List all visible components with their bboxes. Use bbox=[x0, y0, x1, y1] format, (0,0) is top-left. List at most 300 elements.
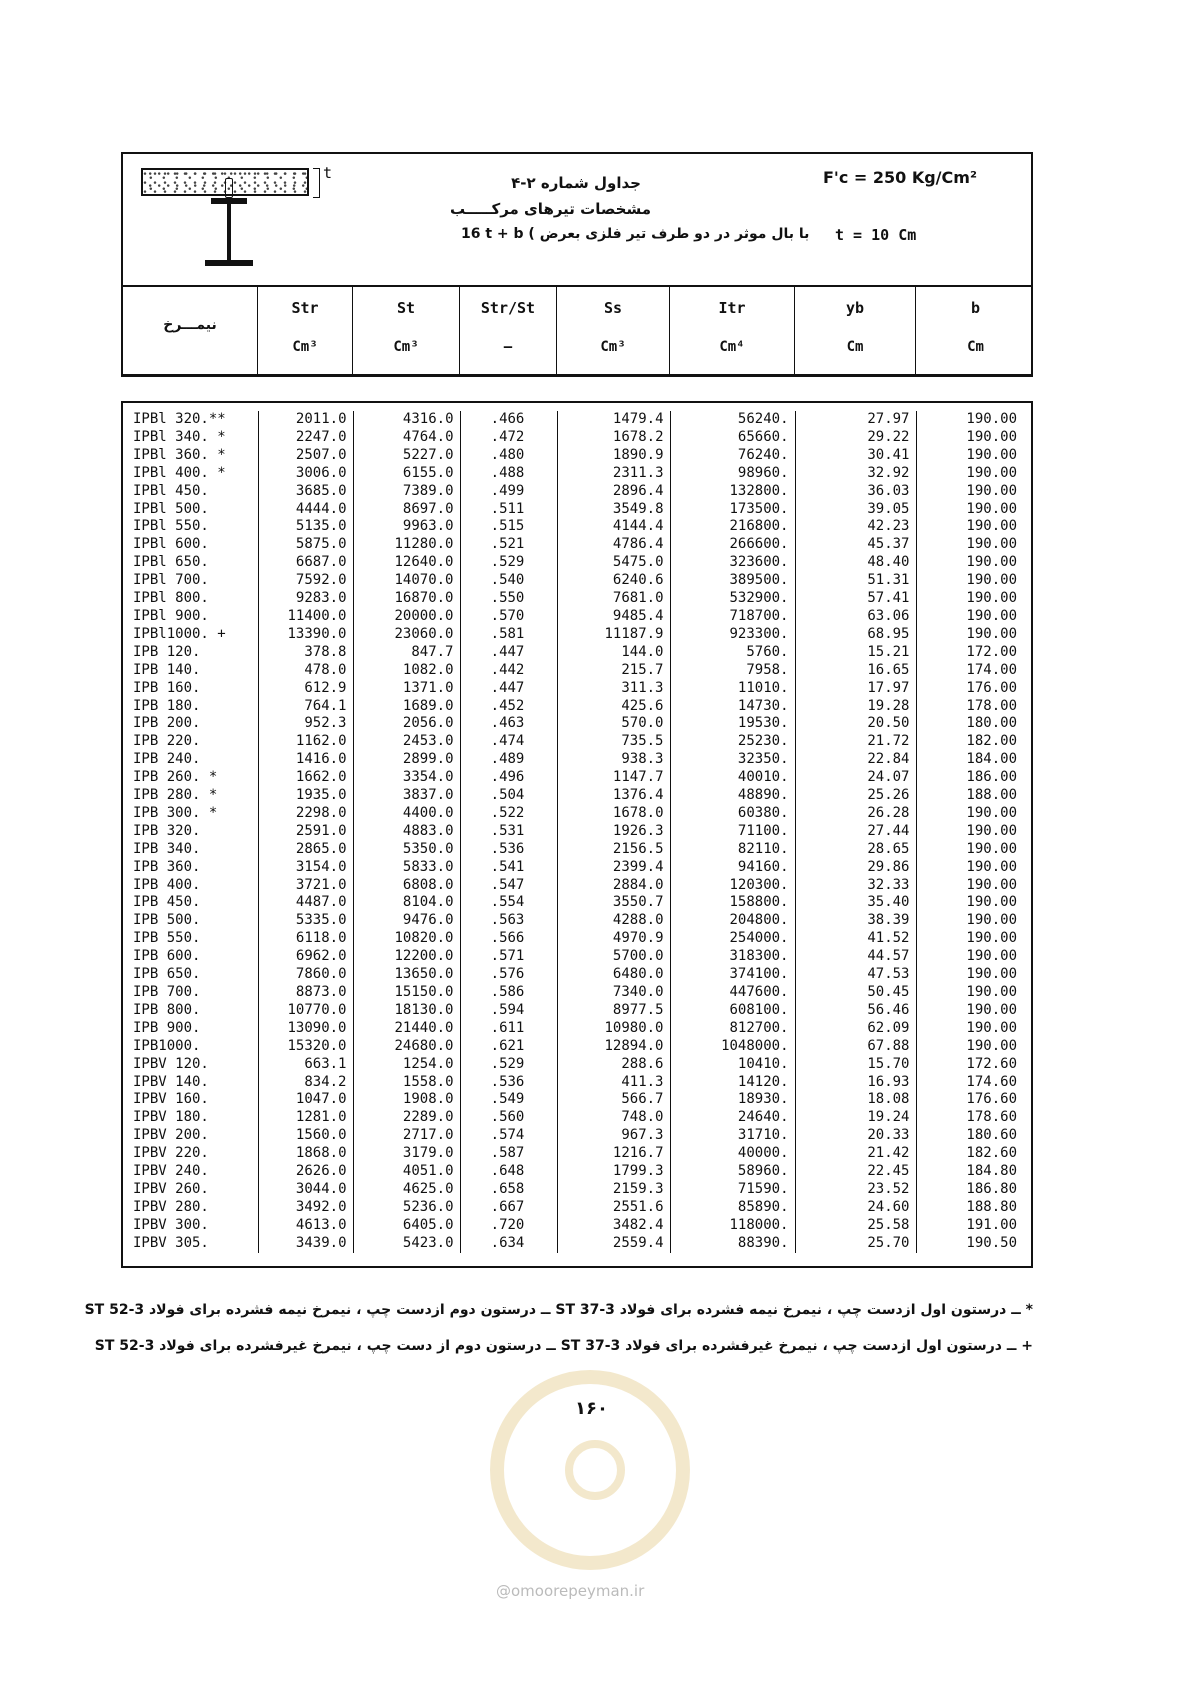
value-cell: 23060.0 bbox=[353, 626, 460, 644]
value-cell: 6687.0 bbox=[258, 554, 353, 572]
value-cell: 7681.0 bbox=[557, 590, 670, 608]
value-cell: 411.3 bbox=[557, 1074, 670, 1092]
column-unit: Cm bbox=[846, 339, 864, 355]
composite-beam-figure bbox=[141, 164, 331, 274]
column-header-7 bbox=[916, 287, 1035, 375]
value-cell: 25.58 bbox=[795, 1217, 916, 1235]
value-cell: 27.97 bbox=[795, 411, 916, 429]
value-cell: 1048000. bbox=[670, 1038, 795, 1056]
value-cell: 1416.0 bbox=[258, 751, 353, 769]
value-cell: 1868.0 bbox=[258, 1145, 353, 1163]
value-cell: 1479.4 bbox=[557, 411, 670, 429]
value-cell: 3685.0 bbox=[258, 483, 353, 501]
value-cell: 12200.0 bbox=[353, 948, 460, 966]
value-cell: 190.00 bbox=[966, 482, 1017, 499]
value-cell: .554 bbox=[460, 894, 557, 912]
value-cell: 24.07 bbox=[795, 769, 916, 787]
value-cell: 158800. bbox=[670, 894, 795, 912]
value-cell: 25230. bbox=[670, 733, 795, 751]
value-cell: .549 bbox=[460, 1091, 557, 1109]
value-cell: 4883.0 bbox=[353, 823, 460, 841]
profile-cell: IPBl 450. bbox=[123, 483, 258, 501]
value-cell: 1689.0 bbox=[353, 698, 460, 716]
column-symbol: b bbox=[970, 299, 981, 317]
profile-cell: IPB1000. bbox=[123, 1038, 258, 1056]
value-cell: 8873.0 bbox=[258, 984, 353, 1002]
footnote-semi-compact: * ــ درستون اول ازدست چپ ، نیمرخ نیمه فشرده برای فولاد ST 37-3 ــ درستون دوم ازدست چپ ، نیمرخ نیمه فشرده برای فولاد ST 52-3 bbox=[84, 1302, 1033, 1318]
value-cell: 190.00 bbox=[966, 554, 1017, 571]
value-cell: 23.52 bbox=[795, 1181, 916, 1199]
value-cell: 9283.0 bbox=[258, 590, 353, 608]
watermark-seal-center bbox=[565, 1440, 625, 1500]
profile-cell: IPBl 550. bbox=[123, 518, 258, 536]
value-cell: 178.60 bbox=[966, 1109, 1017, 1126]
profile-cell: IPB 200. bbox=[123, 715, 258, 733]
value-cell: 204800. bbox=[670, 912, 795, 930]
value-cell: 40000. bbox=[670, 1145, 795, 1163]
value-cell: 834.2 bbox=[258, 1074, 353, 1092]
value-cell: 1678.2 bbox=[557, 429, 670, 447]
value-cell: 4764.0 bbox=[353, 429, 460, 447]
value-cell: 735.5 bbox=[557, 733, 670, 751]
value-cell: 173500. bbox=[670, 501, 795, 519]
value-cell: 39.05 bbox=[795, 501, 916, 519]
value-cell: 566.7 bbox=[557, 1091, 670, 1109]
value-cell: 56.46 bbox=[795, 1002, 916, 1020]
value-cell: 190.00 bbox=[966, 840, 1017, 857]
value-cell: 184.00 bbox=[966, 751, 1017, 768]
value-cell: 24.60 bbox=[795, 1199, 916, 1217]
column-symbol: Ss bbox=[603, 299, 623, 317]
value-cell: 4487.0 bbox=[258, 894, 353, 912]
value-cell: .511 bbox=[460, 501, 557, 519]
value-cell: 118000. bbox=[670, 1217, 795, 1235]
value-cell: 25.26 bbox=[795, 787, 916, 805]
table-row bbox=[123, 1074, 1031, 1092]
column-symbol: Str/St bbox=[480, 299, 536, 317]
value-cell: 18130.0 bbox=[353, 1002, 460, 1020]
value-cell: 2453.0 bbox=[353, 733, 460, 751]
value-cell: 5700.0 bbox=[557, 948, 670, 966]
table-row bbox=[123, 948, 1031, 966]
watermark-site: @omoorepeyman.ir bbox=[496, 1582, 645, 1600]
value-cell: 190.00 bbox=[966, 984, 1017, 1000]
value-cell: 188.80 bbox=[966, 1198, 1017, 1215]
value-cell: 48890. bbox=[670, 787, 795, 805]
value-cell: 41.52 bbox=[795, 930, 916, 948]
value-cell: 9485.4 bbox=[557, 608, 670, 626]
value-cell: 2289.0 bbox=[353, 1109, 460, 1127]
value-cell: 847.7 bbox=[353, 644, 460, 662]
table-row bbox=[123, 805, 1031, 823]
value-cell: 58960. bbox=[670, 1163, 795, 1181]
value-cell: 32.92 bbox=[795, 465, 916, 483]
value-cell: 7958. bbox=[670, 662, 795, 680]
profile-cell: IPB 360. bbox=[123, 859, 258, 877]
value-cell: 14730. bbox=[670, 698, 795, 716]
value-cell: .576 bbox=[460, 966, 557, 984]
value-cell: 288.6 bbox=[557, 1056, 670, 1074]
value-cell: .531 bbox=[460, 823, 557, 841]
table-row bbox=[123, 1163, 1031, 1181]
value-cell: 1216.7 bbox=[557, 1145, 670, 1163]
value-cell: 14120. bbox=[670, 1074, 795, 1092]
value-cell: 22.84 bbox=[795, 751, 916, 769]
value-cell: 532900. bbox=[670, 590, 795, 608]
column-symbol: yb bbox=[845, 299, 865, 317]
value-cell: 190.00 bbox=[966, 518, 1017, 535]
value-cell: 1558.0 bbox=[353, 1074, 460, 1092]
value-cell: 8977.5 bbox=[557, 1002, 670, 1020]
value-cell: 71100. bbox=[670, 823, 795, 841]
value-cell: 2156.5 bbox=[557, 841, 670, 859]
value-cell: 15320.0 bbox=[258, 1038, 353, 1056]
value-cell: 190.00 bbox=[966, 822, 1017, 839]
profile-cell: IPBV 240. bbox=[123, 1163, 258, 1181]
value-cell: 24680.0 bbox=[353, 1038, 460, 1056]
table-row bbox=[123, 518, 1031, 536]
value-cell: .442 bbox=[460, 662, 557, 680]
profile-cell: IPBV 300. bbox=[123, 1217, 258, 1235]
value-cell: .587 bbox=[460, 1145, 557, 1163]
value-cell: .560 bbox=[460, 1109, 557, 1127]
value-cell: .566 bbox=[460, 930, 557, 948]
value-cell: 31710. bbox=[670, 1127, 795, 1145]
profile-cell: IPB 650. bbox=[123, 966, 258, 984]
value-cell: .447 bbox=[460, 644, 557, 662]
value-cell: 42.23 bbox=[795, 518, 916, 536]
value-cell: 2159.3 bbox=[557, 1181, 670, 1199]
value-cell: .658 bbox=[460, 1181, 557, 1199]
value-cell: 952.3 bbox=[258, 715, 353, 733]
table-row bbox=[123, 608, 1031, 626]
value-cell: 174.60 bbox=[966, 1073, 1017, 1090]
value-cell: 190.00 bbox=[966, 948, 1017, 965]
value-cell: 4786.4 bbox=[557, 536, 670, 554]
value-cell: 254000. bbox=[670, 930, 795, 948]
value-cell: .489 bbox=[460, 751, 557, 769]
web-shape bbox=[227, 204, 231, 262]
value-cell: 2896.4 bbox=[557, 483, 670, 501]
thickness-dimension bbox=[313, 168, 320, 198]
value-cell: 16870.0 bbox=[353, 590, 460, 608]
table-row bbox=[123, 894, 1031, 912]
value-cell: 608100. bbox=[670, 1002, 795, 1020]
value-cell: 190.00 bbox=[966, 912, 1017, 929]
value-cell: .463 bbox=[460, 715, 557, 733]
value-cell: 29.22 bbox=[795, 429, 916, 447]
value-cell: .529 bbox=[460, 554, 557, 572]
table-row bbox=[123, 554, 1031, 572]
profile-cell: IPBl1000. + bbox=[123, 626, 258, 644]
profile-cell: IPB 180. bbox=[123, 698, 258, 716]
value-cell: 378.8 bbox=[258, 644, 353, 662]
profile-cell: IPB 600. bbox=[123, 948, 258, 966]
value-cell: 3439.0 bbox=[258, 1235, 353, 1253]
value-cell: 71590. bbox=[670, 1181, 795, 1199]
value-cell: 389500. bbox=[670, 572, 795, 590]
value-cell: 50.45 bbox=[795, 984, 916, 1002]
value-cell: 9963.0 bbox=[353, 518, 460, 536]
value-cell: 447600. bbox=[670, 984, 795, 1002]
value-cell: 186.00 bbox=[966, 769, 1017, 786]
value-cell: 190.00 bbox=[966, 858, 1017, 875]
profile-cell: IPBl 650. bbox=[123, 554, 258, 572]
value-cell: 3006.0 bbox=[258, 465, 353, 483]
value-cell: 612.9 bbox=[258, 680, 353, 698]
value-cell: 30.41 bbox=[795, 447, 916, 465]
table-subtitle: مشخصات تیرهای مرکـــــب bbox=[449, 200, 651, 218]
value-cell: .529 bbox=[460, 1056, 557, 1074]
value-cell: 2011.0 bbox=[258, 411, 353, 429]
value-cell: 60380. bbox=[670, 805, 795, 823]
value-cell: 2865.0 bbox=[258, 841, 353, 859]
value-cell: 1371.0 bbox=[353, 680, 460, 698]
value-cell: 5227.0 bbox=[353, 447, 460, 465]
value-cell: 1281.0 bbox=[258, 1109, 353, 1127]
table-row bbox=[123, 715, 1031, 733]
value-cell: 98960. bbox=[670, 465, 795, 483]
value-cell: 21440.0 bbox=[353, 1020, 460, 1038]
value-cell: 2884.0 bbox=[557, 877, 670, 895]
table-row bbox=[123, 841, 1031, 859]
column-header-4 bbox=[557, 287, 670, 375]
table-row bbox=[123, 769, 1031, 787]
value-cell: 4288.0 bbox=[557, 912, 670, 930]
value-cell: 2298.0 bbox=[258, 805, 353, 823]
table-row bbox=[123, 429, 1031, 447]
table-row bbox=[123, 787, 1031, 805]
value-cell: 19.24 bbox=[795, 1109, 916, 1127]
value-cell: .574 bbox=[460, 1127, 557, 1145]
value-cell: 2551.6 bbox=[557, 1199, 670, 1217]
value-cell: .515 bbox=[460, 518, 557, 536]
value-cell: .563 bbox=[460, 912, 557, 930]
value-cell: .496 bbox=[460, 769, 557, 787]
profile-cell: IPB 280. * bbox=[123, 787, 258, 805]
table-row bbox=[123, 966, 1031, 984]
column-header-5 bbox=[670, 287, 795, 375]
value-cell: 2559.4 bbox=[557, 1235, 670, 1253]
column-unit: Cm⁴ bbox=[719, 339, 745, 355]
profile-cell: IPB 140. bbox=[123, 662, 258, 680]
column-header-3 bbox=[460, 287, 557, 375]
profile-cell: IPB 260. * bbox=[123, 769, 258, 787]
value-cell: 144.0 bbox=[557, 644, 670, 662]
value-cell: 374100. bbox=[670, 966, 795, 984]
table-row bbox=[123, 1181, 1031, 1199]
value-cell: 4144.4 bbox=[557, 518, 670, 536]
value-cell: 32350. bbox=[670, 751, 795, 769]
value-cell: .447 bbox=[460, 680, 557, 698]
value-cell: 8104.0 bbox=[353, 894, 460, 912]
shear-stud-shape bbox=[225, 178, 233, 198]
column-unit: Cm³ bbox=[393, 339, 419, 355]
value-cell: 19.28 bbox=[795, 698, 916, 716]
profile-cell: IPB 500. bbox=[123, 912, 258, 930]
value-cell: 172.60 bbox=[966, 1055, 1017, 1072]
value-cell: 190.00 bbox=[966, 894, 1017, 911]
value-cell: 216800. bbox=[670, 518, 795, 536]
effective-width-note: 16 t + b ( با بال موثر در دو طرف تیر فلزی بعرض bbox=[461, 226, 810, 242]
value-cell: .634 bbox=[460, 1235, 557, 1253]
value-cell: 51.31 bbox=[795, 572, 916, 590]
profile-cell: IPB 400. bbox=[123, 877, 258, 895]
value-cell: 11400.0 bbox=[258, 608, 353, 626]
value-cell: 311.3 bbox=[557, 680, 670, 698]
profile-cell: IPB 220. bbox=[123, 733, 258, 751]
value-cell: 47.53 bbox=[795, 966, 916, 984]
table-row bbox=[123, 411, 1031, 429]
profile-cell: IPB 800. bbox=[123, 1002, 258, 1020]
value-cell: 425.6 bbox=[557, 698, 670, 716]
value-cell: 44.57 bbox=[795, 948, 916, 966]
value-cell: .504 bbox=[460, 787, 557, 805]
value-cell: 3179.0 bbox=[353, 1145, 460, 1163]
table-row bbox=[123, 1127, 1031, 1145]
value-cell: 6405.0 bbox=[353, 1217, 460, 1235]
value-cell: .452 bbox=[460, 698, 557, 716]
value-cell: .521 bbox=[460, 536, 557, 554]
profile-cell: IPBl 600. bbox=[123, 536, 258, 554]
value-cell: 12640.0 bbox=[353, 554, 460, 572]
value-cell: 6118.0 bbox=[258, 930, 353, 948]
value-cell: .667 bbox=[460, 1199, 557, 1217]
value-cell: 190.00 bbox=[966, 590, 1017, 607]
value-cell: 10410. bbox=[670, 1056, 795, 1074]
profile-cell: IPB 240. bbox=[123, 751, 258, 769]
value-cell: 191.00 bbox=[966, 1216, 1017, 1233]
value-cell: 764.1 bbox=[258, 698, 353, 716]
profile-cell: IPB 160. bbox=[123, 680, 258, 698]
table-row bbox=[123, 1235, 1031, 1253]
profile-cell: IPB 900. bbox=[123, 1020, 258, 1038]
value-cell: 76240. bbox=[670, 447, 795, 465]
value-cell: 3837.0 bbox=[353, 787, 460, 805]
profile-cell: IPB 300. * bbox=[123, 805, 258, 823]
value-cell: 2399.4 bbox=[557, 859, 670, 877]
value-cell: 2056.0 bbox=[353, 715, 460, 733]
column-unit: Cm³ bbox=[600, 339, 626, 355]
value-cell: 188.00 bbox=[966, 787, 1017, 804]
value-cell: .480 bbox=[460, 447, 557, 465]
column-header-0 bbox=[123, 287, 258, 375]
value-cell: 5475.0 bbox=[557, 554, 670, 572]
table-row bbox=[123, 590, 1031, 608]
value-cell: 190.00 bbox=[966, 607, 1017, 624]
value-cell: 12894.0 bbox=[557, 1038, 670, 1056]
value-cell: 323600. bbox=[670, 554, 795, 572]
slab-thickness: t = 10 Cm bbox=[835, 226, 917, 244]
table-row bbox=[123, 536, 1031, 554]
table-row bbox=[123, 644, 1031, 662]
value-cell: .540 bbox=[460, 572, 557, 590]
table-row bbox=[123, 859, 1031, 877]
value-cell: 2899.0 bbox=[353, 751, 460, 769]
value-cell: 5423.0 bbox=[353, 1235, 460, 1253]
value-cell: 6962.0 bbox=[258, 948, 353, 966]
value-cell: 21.42 bbox=[795, 1145, 916, 1163]
column-symbol: St bbox=[396, 299, 416, 317]
value-cell: 190.00 bbox=[966, 536, 1017, 553]
value-cell: 6155.0 bbox=[353, 465, 460, 483]
profile-cell: IPB 340. bbox=[123, 841, 258, 859]
profile-cell: IPBl 700. bbox=[123, 572, 258, 590]
profile-cell: IPB 700. bbox=[123, 984, 258, 1002]
value-cell: .474 bbox=[460, 733, 557, 751]
value-cell: 11187.9 bbox=[557, 626, 670, 644]
value-cell: 82110. bbox=[670, 841, 795, 859]
data-table bbox=[123, 411, 1031, 1253]
value-cell: 1799.3 bbox=[557, 1163, 670, 1181]
value-cell: 48.40 bbox=[795, 554, 916, 572]
table-row bbox=[123, 1109, 1031, 1127]
value-cell: 132800. bbox=[670, 483, 795, 501]
value-cell: 180.00 bbox=[966, 715, 1017, 732]
table-row bbox=[123, 930, 1031, 948]
value-cell: 478.0 bbox=[258, 662, 353, 680]
value-cell: 7860.0 bbox=[258, 966, 353, 984]
value-cell: 190.00 bbox=[966, 411, 1017, 427]
value-cell: 1254.0 bbox=[353, 1056, 460, 1074]
profile-cell: IPB 550. bbox=[123, 930, 258, 948]
value-cell: .611 bbox=[460, 1020, 557, 1038]
value-cell: 15150.0 bbox=[353, 984, 460, 1002]
concrete-strength: F'c = 250 Kg/Cm² bbox=[823, 168, 977, 187]
value-cell: 1376.4 bbox=[557, 787, 670, 805]
table-row bbox=[123, 1199, 1031, 1217]
value-cell: 3044.0 bbox=[258, 1181, 353, 1199]
value-cell: 5760. bbox=[670, 644, 795, 662]
value-cell: 88390. bbox=[670, 1235, 795, 1253]
value-cell: 40010. bbox=[670, 769, 795, 787]
value-cell: 9476.0 bbox=[353, 912, 460, 930]
value-cell: 190.00 bbox=[966, 1001, 1017, 1018]
value-cell: 5236.0 bbox=[353, 1199, 460, 1217]
value-cell: 570.0 bbox=[557, 715, 670, 733]
table-row bbox=[123, 1056, 1031, 1074]
value-cell: 663.1 bbox=[258, 1056, 353, 1074]
value-cell: 266600. bbox=[670, 536, 795, 554]
table-row bbox=[123, 680, 1031, 698]
value-cell: 24640. bbox=[670, 1109, 795, 1127]
value-cell: 190.00 bbox=[966, 464, 1017, 481]
value-cell: 812700. bbox=[670, 1020, 795, 1038]
value-cell: 190.00 bbox=[966, 500, 1017, 517]
table-row bbox=[123, 751, 1031, 769]
value-cell: .581 bbox=[460, 626, 557, 644]
profile-cell: IPBV 220. bbox=[123, 1145, 258, 1163]
table-row bbox=[123, 823, 1031, 841]
table-row bbox=[123, 1091, 1031, 1109]
value-cell: 2247.0 bbox=[258, 429, 353, 447]
value-cell: 718700. bbox=[670, 608, 795, 626]
bottom-flange-shape bbox=[205, 260, 253, 266]
value-cell: 190.00 bbox=[966, 1019, 1017, 1036]
profile-cell: IPBV 180. bbox=[123, 1109, 258, 1127]
value-cell: .536 bbox=[460, 841, 557, 859]
value-cell: .541 bbox=[460, 859, 557, 877]
column-header-6 bbox=[795, 287, 916, 375]
value-cell: 26.28 bbox=[795, 805, 916, 823]
table-row bbox=[123, 984, 1031, 1002]
table-row bbox=[123, 1020, 1031, 1038]
value-cell: 5335.0 bbox=[258, 912, 353, 930]
profile-cell: IPBl 360. * bbox=[123, 447, 258, 465]
value-cell: 14070.0 bbox=[353, 572, 460, 590]
value-cell: .594 bbox=[460, 1002, 557, 1020]
value-cell: 172.00 bbox=[966, 643, 1017, 660]
